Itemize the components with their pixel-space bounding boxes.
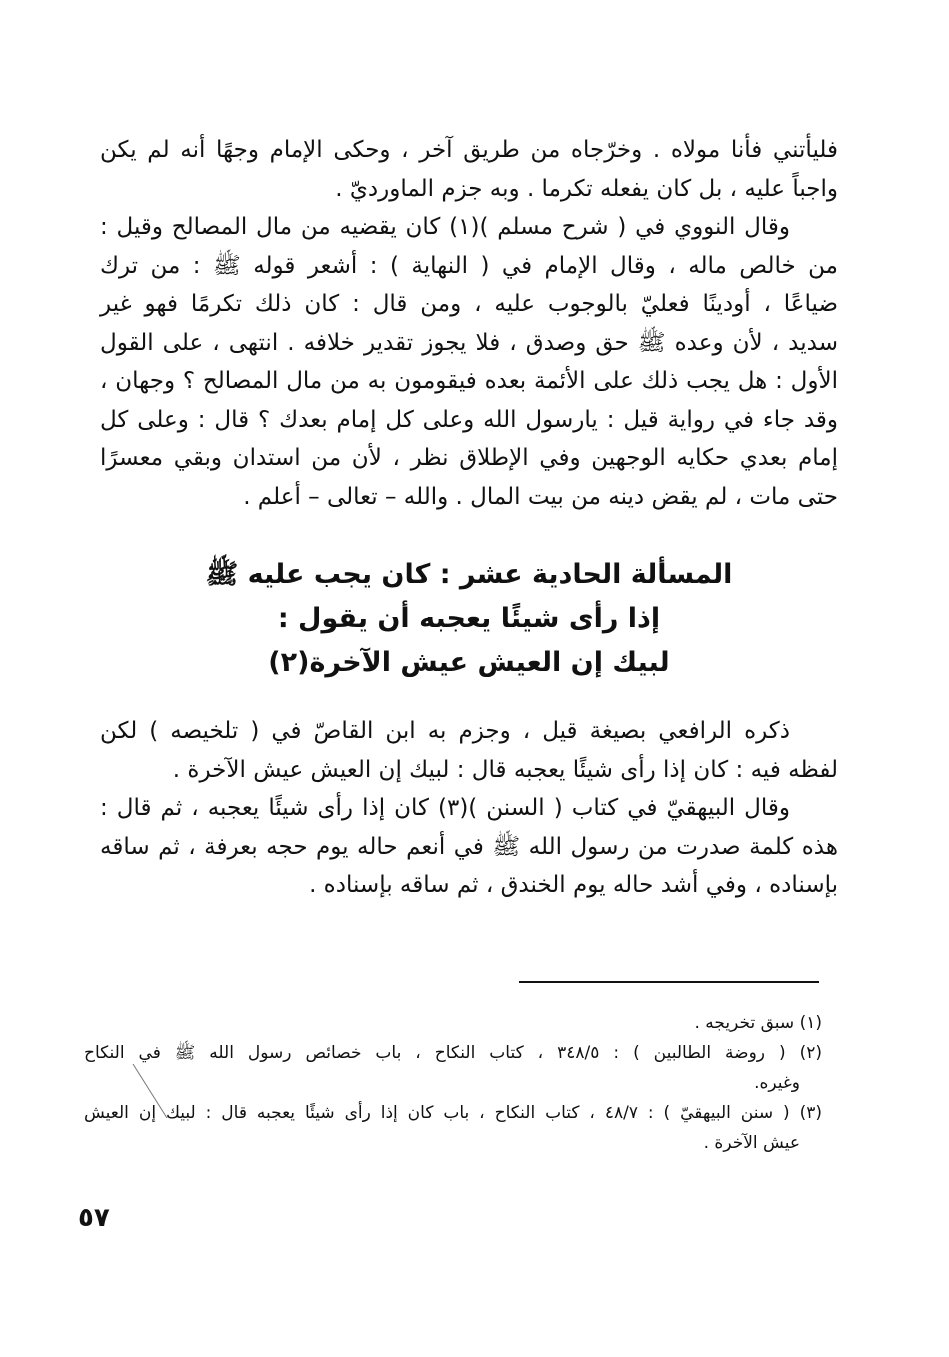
footnotes — [84, 1008, 822, 1158]
paragraph-1 — [100, 131, 838, 516]
paragraph-line: الأول : هل يجب ذلك على الأئمة بعده فيقومون به من مال المصالح ؟ وجهان ، — [100, 368, 838, 394]
paragraph-line: حتى مات ، لم يقض دينه من بيت المال . والله – تعالى – أعلم . — [243, 483, 838, 510]
heading-line: المسألة الحادية عشر : كان يجب عليه ﷺ — [205, 559, 733, 590]
paragraph-line: وقد جاء في رواية قيل : يارسول الله وعلى كل إمام بعدك ؟ قال : وعلى كل — [100, 406, 838, 433]
paragraph-line: سديد ، لأن وعده ﷺ حق وصدق ، فلا يجوز تقدير خلافه . انتهى ، على القول — [100, 329, 838, 356]
paragraph-2 — [100, 712, 838, 905]
paragraph-line: بإسناده ، وفي أشد حاله يوم الخندق ، ثم ساقه بإسناده . — [309, 872, 838, 898]
footnote-2: (٢) ( روضة الطالبين ) : ٣٤٨/٥ ، كتاب النكاح ، باب خصائص رسول الله ﷺ في النكاح — [84, 1043, 822, 1063]
paragraph-line: لفظه فيه : كان إذا رأى شيئًا يعجبه قال : لبيك إن العيش عيش الآخرة . — [172, 756, 838, 783]
section-heading — [100, 553, 838, 685]
paragraph-line: وقال البيهقيّ في كتاب ( السنن )(٣) كان إذا رأى شيئًا يعجبه ، ثم قال : — [100, 795, 790, 821]
paragraph-line: وقال النووي في ( شرح مسلم )(١) كان يقضيه من مال المصالح وقيل : — [100, 214, 790, 240]
paragraph-line: ضياعًا ، أودينًا فعليّ بالوجوب عليه ، ومن قال : كان ذلك تكرمًا فهو غير — [100, 291, 838, 317]
paragraph-line: إمام بعدي حكايه الوجهين وفي الإطلاق نظر ، لأن من استدان وبقي معسرًا — [100, 445, 838, 471]
footnote-separator — [519, 981, 819, 983]
heading-line: لبيك إن العيش عيش الآخرة(٢) — [268, 647, 670, 678]
paragraph-line: هذه كلمة صدرت من رسول الله ﷺ في أنعم حاله يوم حجه بعرفة ، ثم ساقه — [100, 833, 838, 860]
footnote-3: (٣) ( سنن البيهقيّ ) : ٤٨/٧ ، كتاب النكاح ، باب كان إذا رأى شيئًا يعجبه قال : لبيك إن العيش — [84, 1103, 822, 1123]
paragraph-line: ذكره الرافعي بصيغة قيل ، وجزم به ابن القاصّ في ( تلخيصه ) لكن — [100, 718, 790, 744]
paragraph-line: من خالص ماله ، وقال الإمام في ( النهاية ) : أشعر قوله ﷺ : من ترك — [100, 252, 838, 279]
footnote-1: (١) سبق تخريجه . — [694, 1013, 822, 1033]
heading-line: إذا رأى شيئًا يعجبه أن يقول : — [277, 603, 661, 634]
paragraph-line: فليأتني فأنا مولاه . وخرّجاه من طريق آخر ، وحكى الإمام وجهًا أنه لم يكن — [100, 137, 838, 163]
stray-pen-mark — [131, 1062, 171, 1122]
paragraph-line: واجباً عليه ، بل كان يفعله تكرما . وبه جزم الماورديّ . — [335, 175, 838, 202]
page-number: ٥٧ — [78, 1203, 110, 1233]
footnote-3-continued: عيش الآخرة . — [703, 1133, 800, 1153]
footnote-2-continued: وغيره. — [754, 1073, 800, 1093]
